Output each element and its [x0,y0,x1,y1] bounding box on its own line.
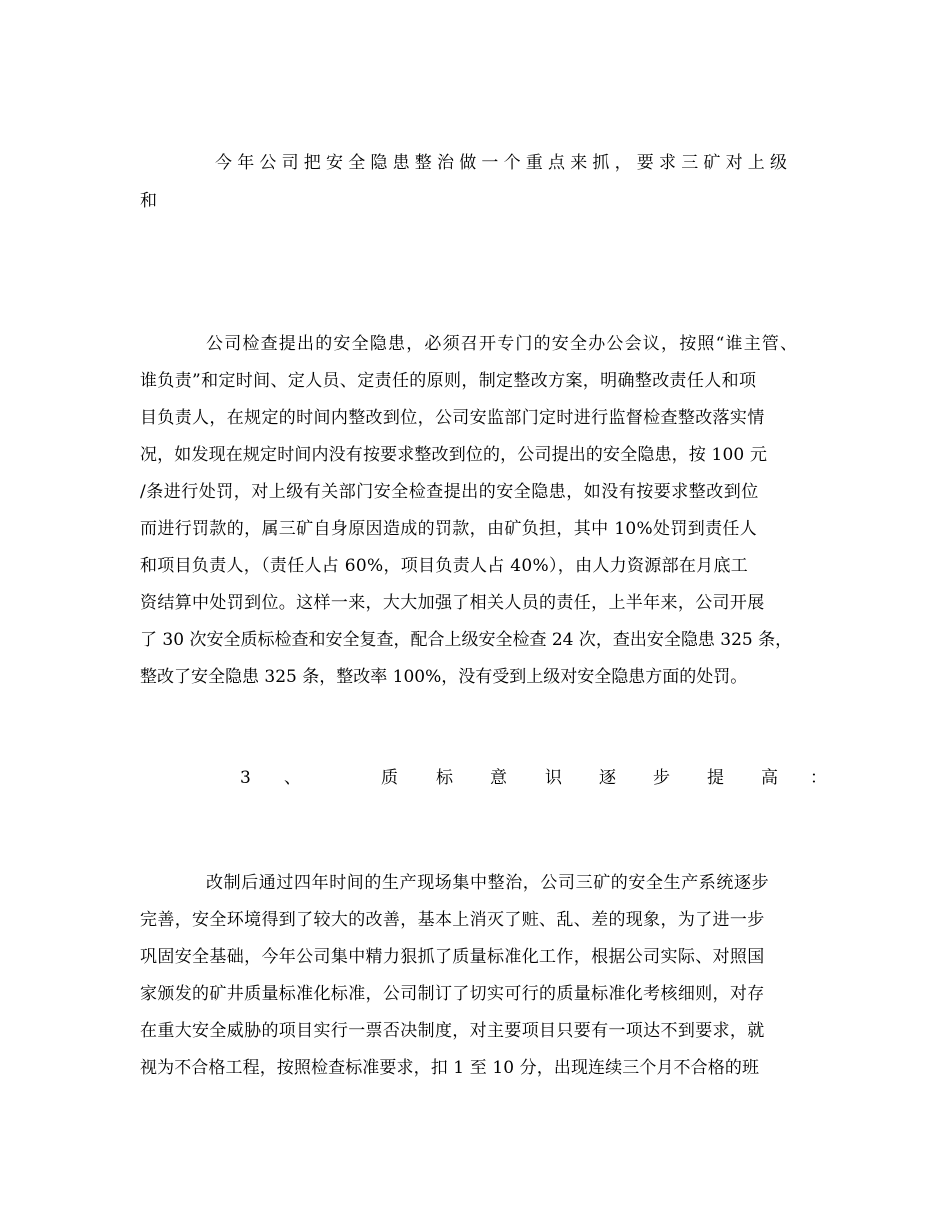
paragraph-1-line: 公司检查提出的安全隐患，必须召开专门的安全办公会议，按照“谁主管、 [206,334,799,354]
heading-char: 步 [653,768,670,788]
paragraph-2-line: 在重大安全威胁的项目实行一票否决制度，对主要项目只要有一项达不到要求，就 [140,1021,765,1041]
heading-char: 识 [545,768,562,788]
heading-colon: ： [810,768,827,788]
heading-char: 逐 [599,768,616,788]
paragraph-1-line: 目负责人，在规定的时间内整改到位，公司安监部门定时进行监督检查整改落实情 [140,408,765,428]
heading-char: 标 [436,768,453,788]
paragraph-2-line: 家颁发的矿井质量标准化标准，公司制订了切实可行的质量标准化考核细则，对存 [140,984,765,1004]
intro-line-2: 和 [140,191,157,211]
heading-char: 高 [761,768,778,788]
paragraph-2-line: 改制后通过四年时间的生产现场集中整治，公司三矿的安全生产系统逐步 [206,873,770,893]
paragraph-2-line: 视为不合格工程，按照检查标准要求，扣 1 至 10 分，出现连续三个月不合格的班 [140,1058,760,1078]
heading-char: 提 [707,768,724,788]
paragraph-1-line: 整改了安全隐患 325 条，整改率 100%，没有受到上级对安全隐患方面的处罚。 [140,667,748,687]
intro-line-1: 今年公司把安全隐患整治做一个重点来抓，要求三矿对上级 [215,153,793,173]
paragraph-2-line: 巩固安全基础，今年公司集中精力狠抓了质量标准化工作，根据公司实际、对照国 [140,947,765,967]
heading-char: 意 [490,768,507,788]
heading-char: 质 [381,768,398,788]
paragraph-1-line: 谁负责”和定时间、定人员、定责任的原则，制定整改方案，明确整改责任人和项 [140,371,757,391]
paragraph-1-line: /条进行处罚，对上级有关部门安全检查提出的安全隐患，如没有按要求整改到位 [140,482,759,502]
paragraph-2-line: 完善，安全环境得到了较大的改善，基本上消灭了赃、乱、差的现象，为了进一步 [140,910,765,930]
paragraph-1-line: 和项目负责人，（责任人占 60%，项目负责人占 40%），由人力资源部在月底工 [140,556,749,576]
paragraph-1-line: 资结算中处罚到位。这样一来，大大加强了相关人员的责任，上半年来，公司开展 [140,593,765,613]
paragraph-1-line: 而进行罚款的，属三矿自身原因造成的罚款，由矿负担，其中 10%处罚到责任人 [140,519,758,539]
heading-separator: 、 [284,768,301,788]
heading-number: 3 [240,768,251,788]
paragraph-1-line: 了 30 次安全质标检查和安全复查，配合上级安全检查 24 次，查出安全隐患 325 条， [140,630,793,650]
paragraph-1-line: 况，如发现在规定时间内没有按要求整改到位的，公司提出的安全隐患，按 100 元 [140,445,768,465]
